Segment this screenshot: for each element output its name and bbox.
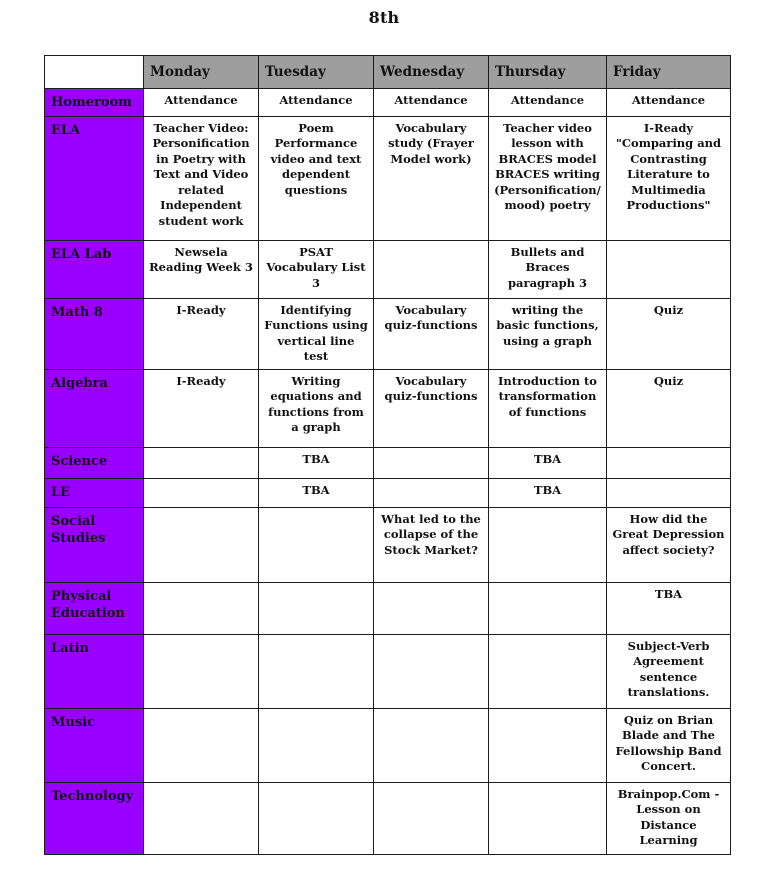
subject-label-latin: Latin [45, 634, 144, 708]
table-row [45, 478, 731, 507]
schedule-cell: Identifying Functions using vertical line test [259, 298, 374, 369]
schedule-cell: PSAT Vocabulary List 3 [259, 240, 374, 298]
schedule-cell: I-Ready "Comparing and Contrasting Literature to Multimedia Productions" [607, 116, 731, 240]
schedule-cell: Newsela Reading Week 3 [144, 240, 259, 298]
schedule-cell: TBA [489, 447, 607, 478]
schedule-cell: Teacher video lesson with BRACES model BRACES writing (Personification/ mood) poetry [489, 116, 607, 240]
subject-label-le: LE [45, 478, 144, 507]
schedule-cell [259, 708, 374, 782]
day-header-tuesday: Tuesday [259, 56, 374, 89]
schedule-cell [607, 240, 731, 298]
schedule-cell [607, 447, 731, 478]
schedule-cell: Vocabulary study (Frayer Model work) [374, 116, 489, 240]
schedule-cell [144, 582, 259, 634]
subject-label-ela: ELA [45, 116, 144, 240]
schedule-cell [374, 582, 489, 634]
schedule-cell: Bullets and Braces paragraph 3 [489, 240, 607, 298]
schedule-cell [489, 507, 607, 582]
subject-label-social-studies: Social Studies [45, 507, 144, 582]
schedule-body [45, 89, 731, 855]
schedule-cell [374, 240, 489, 298]
subject-label-physical-education: Physical Education [45, 582, 144, 634]
schedule-cell: Quiz on Brian Blade and The Fellowship Band Concert. [607, 708, 731, 782]
schedule-cell [374, 782, 489, 854]
table-row [45, 240, 731, 298]
schedule-cell [374, 634, 489, 708]
header-row [45, 56, 731, 89]
schedule-header [45, 56, 731, 89]
schedule-cell: Vocabulary quiz-functions [374, 298, 489, 369]
schedule-cell: How did the Great Depression affect society? [607, 507, 731, 582]
table-row [45, 507, 731, 582]
schedule-cell: Attendance [374, 89, 489, 117]
schedule-cell [259, 634, 374, 708]
table-row [45, 708, 731, 782]
page-title: 8th [368, 8, 400, 27]
schedule-cell: Quiz [607, 369, 731, 447]
schedule-cell: Teacher Video: Personification in Poetry with Text and Video related Independent student work [144, 116, 259, 240]
schedule-cell: TBA [489, 478, 607, 507]
schedule-cell: Attendance [259, 89, 374, 117]
table-row [45, 369, 731, 447]
corner-cell [45, 56, 144, 89]
subject-label-technology: Technology [45, 782, 144, 854]
schedule-cell [259, 582, 374, 634]
schedule-cell: Subject-Verb Agreement sentence translations. [607, 634, 731, 708]
schedule-cell: I-Ready [144, 298, 259, 369]
schedule-cell [144, 708, 259, 782]
table-row [45, 634, 731, 708]
table-row [45, 447, 731, 478]
schedule-cell [607, 478, 731, 507]
schedule-cell [144, 634, 259, 708]
schedule-table [44, 55, 731, 855]
day-header-thursday: Thursday [489, 56, 607, 89]
schedule-cell [489, 782, 607, 854]
day-header-monday: Monday [144, 56, 259, 89]
table-row [45, 116, 731, 240]
schedule-cell: Brainpop.Com -Lesson on Distance Learning [607, 782, 731, 854]
schedule-cell [374, 478, 489, 507]
subject-label-homeroom: Homeroom [45, 89, 144, 117]
schedule-cell: Poem Performance video and text dependent questions [259, 116, 374, 240]
schedule-cell: What led to the collapse of the Stock Market? [374, 507, 489, 582]
schedule-cell [259, 507, 374, 582]
schedule-cell [144, 507, 259, 582]
schedule-cell [144, 447, 259, 478]
subject-label-music: Music [45, 708, 144, 782]
table-row [45, 298, 731, 369]
schedule-cell [144, 782, 259, 854]
table-row [45, 782, 731, 854]
schedule-cell: TBA [259, 447, 374, 478]
schedule-cell [259, 782, 374, 854]
schedule-cell: Vocabulary quiz-functions [374, 369, 489, 447]
subject-label-ela-lab: ELA Lab [45, 240, 144, 298]
subject-label-algebra: Algebra [45, 369, 144, 447]
schedule-cell: Introduction to transformation of functions [489, 369, 607, 447]
schedule-cell: writing the basic functions, using a graph [489, 298, 607, 369]
schedule-cell: Attendance [144, 89, 259, 117]
day-header-friday: Friday [607, 56, 731, 89]
schedule-cell: Writing equations and functions from a graph [259, 369, 374, 447]
subject-label-math-8: Math 8 [45, 298, 144, 369]
schedule-cell: Attendance [489, 89, 607, 117]
subject-label-science: Science [45, 447, 144, 478]
schedule-cell [489, 634, 607, 708]
schedule-cell [374, 447, 489, 478]
table-row [45, 582, 731, 634]
schedule-cell [489, 708, 607, 782]
schedule-cell: Attendance [607, 89, 731, 117]
schedule-cell: TBA [259, 478, 374, 507]
schedule-cell [489, 582, 607, 634]
day-header-wednesday: Wednesday [374, 56, 489, 89]
schedule-cell: Quiz [607, 298, 731, 369]
schedule-cell [144, 478, 259, 507]
schedule-cell: I-Ready [144, 369, 259, 447]
schedule-cell [374, 708, 489, 782]
schedule-cell: TBA [607, 582, 731, 634]
table-row [45, 89, 731, 117]
